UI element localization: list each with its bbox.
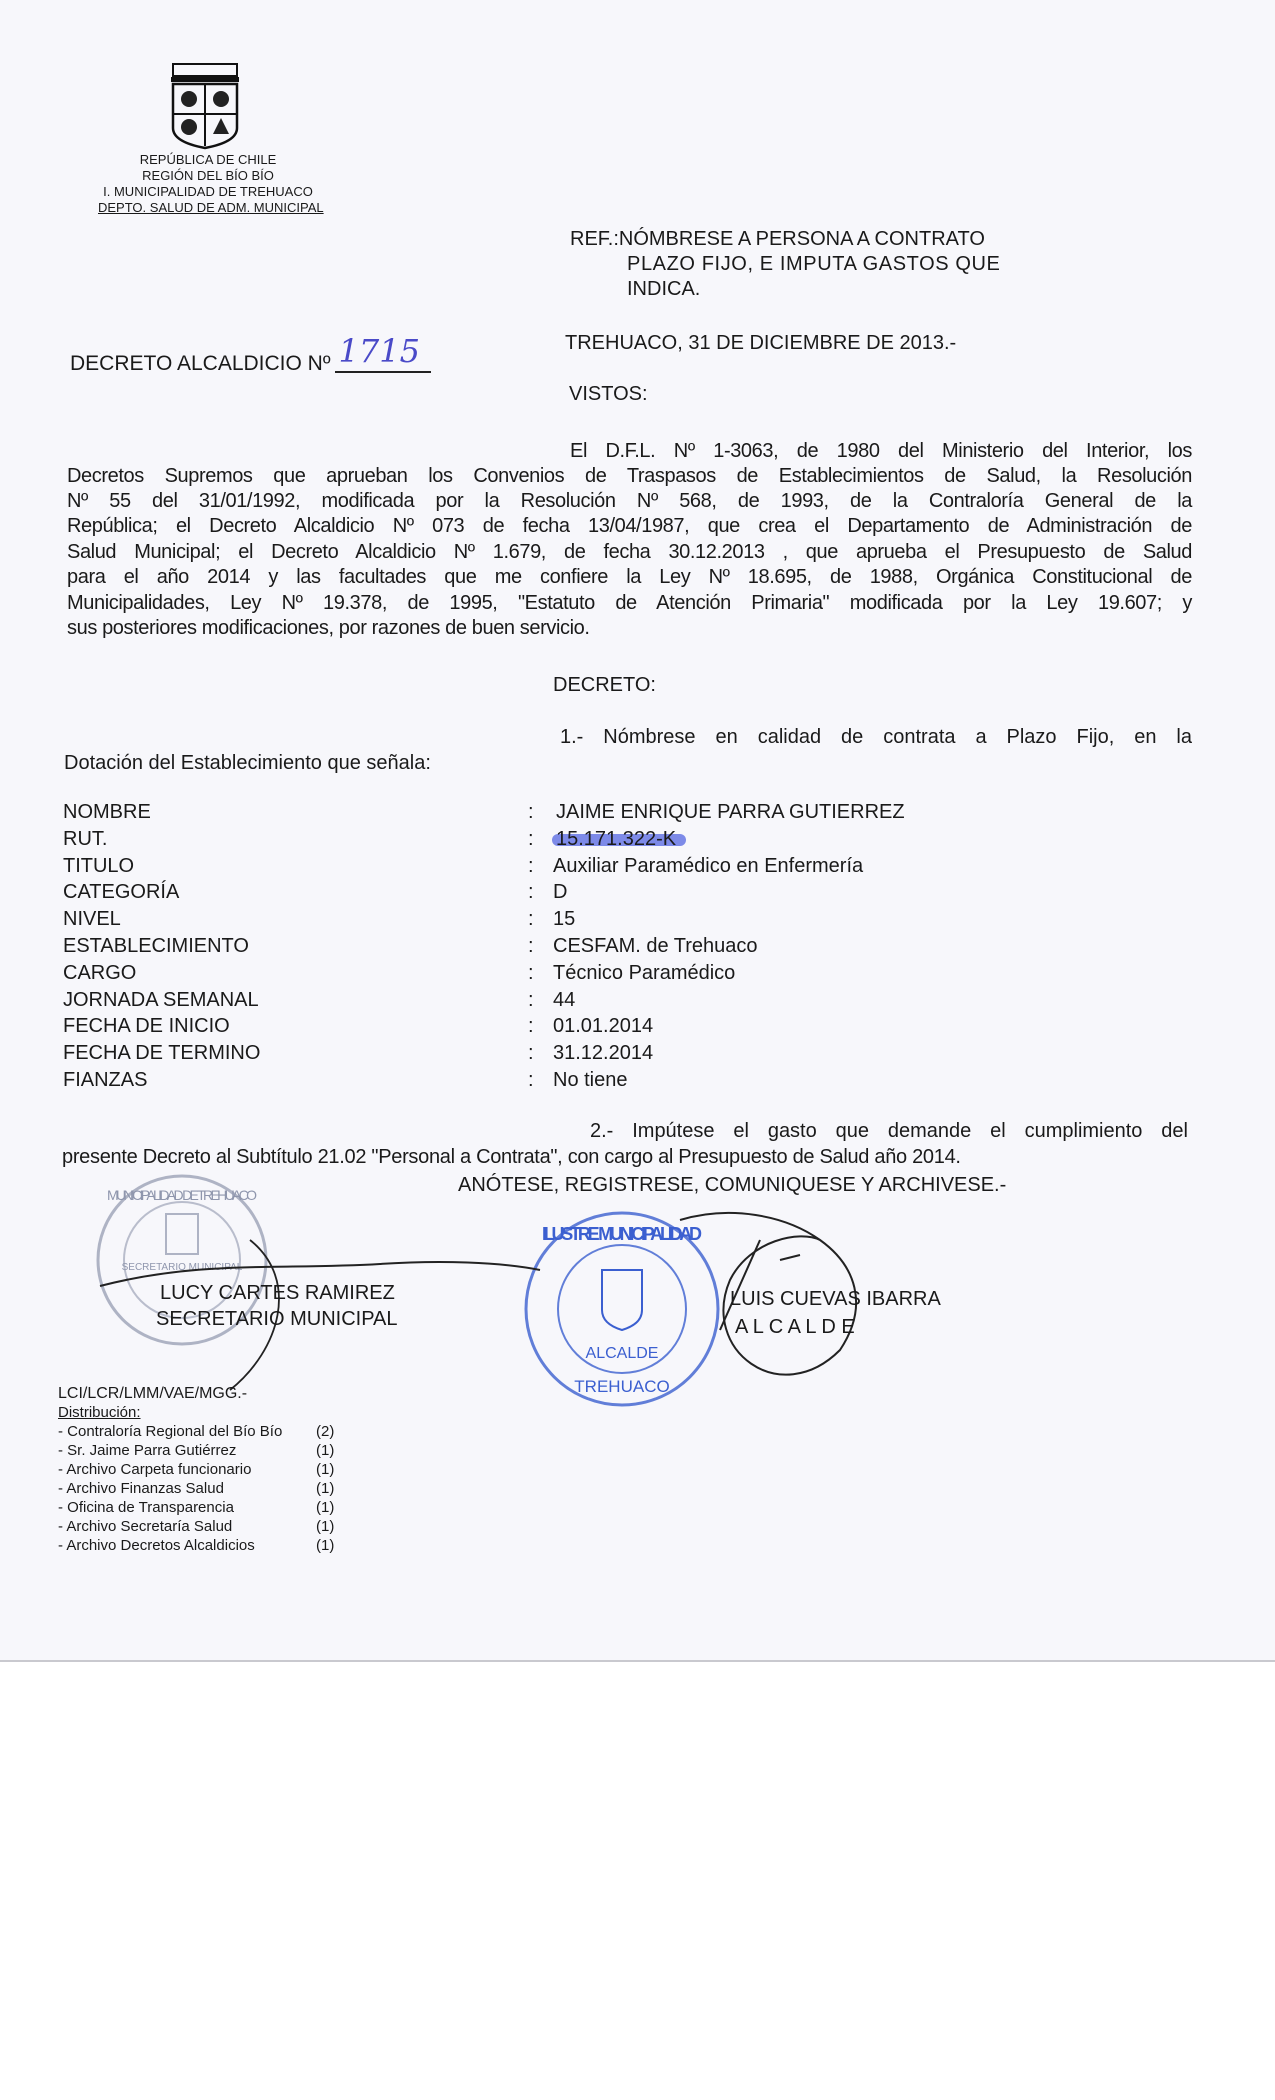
decree-title (70, 332, 431, 376)
paragraph-line: El D.F.L. Nº 1-3063, de 1980 del Ministerio del Interior, los (570, 440, 1192, 462)
distribution-item-name: - Archivo Carpeta funcionario (58, 1461, 252, 1478)
distribution-item (58, 1498, 348, 1517)
field-label: CATEGORÍA (63, 881, 180, 904)
distribution-item (58, 1441, 348, 1460)
secretary-name: LUCY CARTES RAMIREZ (160, 1282, 395, 1304)
field-label: RUT. (63, 827, 108, 850)
distribution-item-count: (1) (316, 1518, 335, 1535)
field-value: 15 (553, 908, 576, 931)
field-row-fecha-inicio (63, 1015, 863, 1042)
header-line: REGIÓN DEL BÍO BÍO (142, 168, 274, 183)
distribution-item-name: - Contraloría Regional del Bío Bío (58, 1423, 283, 1440)
field-label: FECHA DE INICIO (63, 1015, 230, 1038)
field-row-nombre (63, 801, 905, 828)
reference-line: REF.:NÓMBRESE A PERSONA A CONTRATO (570, 228, 985, 250)
closing-formula: ANÓTESE, REGISTRESE, COMUNIQUESE Y ARCHIVESE.- (458, 1174, 1007, 1196)
mayor-name: LUIS CUEVAS IBARRA (730, 1288, 941, 1310)
field-label: FECHA DE TERMINO (63, 1042, 261, 1065)
field-label: TITULO (63, 854, 135, 877)
field-colon: : (528, 988, 534, 1011)
distribution-item-count: (1) (316, 1461, 335, 1478)
distribution-item (58, 1517, 348, 1536)
distribution-item-name: - Archivo Decretos Alcaldicios (58, 1537, 255, 1554)
paragraph-line: Salud Municipal; el Decreto Alcaldicio Nº 1.679, de fecha 30.12.2013 , que aprueba el Presupuesto de Salud (67, 541, 1192, 563)
field-row-jornada (63, 989, 863, 1016)
stamp-inner-text: ALCALDE (585, 1345, 659, 1362)
field-value: CESFAM. de Trehuaco (553, 934, 758, 957)
distribution-item (58, 1422, 348, 1441)
field-colon: : (528, 881, 534, 904)
paragraph-line: Nº 55 del 31/01/1992, modificada por la Resolución Nº 568, de 1993, de la Contraloría General de la (67, 490, 1192, 512)
distribution-item-count: (2) (316, 1423, 335, 1440)
vistos-label: VISTOS: (569, 383, 648, 405)
field-row-fianzas (63, 1069, 863, 1096)
distribution-item (58, 1479, 348, 1498)
paragraph-line: República; el Decreto Alcaldicio Nº 073 de fecha 13/04/1987, que crea el Departamento de Administración de (67, 515, 1192, 537)
stamp-bottom-text: TREHUACO (574, 1377, 670, 1396)
distribution-item-name: - Archivo Finanzas Salud (58, 1480, 224, 1497)
municipal-crest-icon (167, 62, 243, 150)
article-1-line: 1.- Nómbrese en calidad de contrata a Plazo Fijo, en la (560, 726, 1192, 748)
field-row-establecimiento (63, 935, 863, 962)
article-2-line: 2.- Impútese el gasto que demande el cumplimiento del (590, 1120, 1188, 1142)
header-line: REPÚBLICA DE CHILE (139, 152, 277, 167)
paragraph-line: Municipalidades, Ley Nº 19.378, de 1995, "Estatuto de Atención Primaria" modificada por la Ley 19.607; y (67, 592, 1192, 614)
distribution-item (58, 1536, 348, 1555)
field-value: No tiene (553, 1068, 628, 1091)
field-label: NOMBRE (63, 801, 151, 823)
field-value: Técnico Paramédico (553, 961, 736, 984)
header-line: I. MUNICIPALIDAD DE TREHUACO (103, 184, 313, 199)
stamp-text: MUNICIPALIDAD DE TREHUACO (107, 1187, 257, 1203)
field-value: 31.12.2014 (553, 1042, 654, 1065)
secretary-title: SECRETARIO MUNICIPAL (156, 1308, 398, 1330)
field-value: 01.01.2014 (553, 1015, 654, 1038)
field-row-cargo (63, 962, 863, 989)
field-label: ESTABLECIMIENTO (63, 934, 249, 957)
paragraph-line: Decretos Supremos que aprueban los Convenios de Traspasos de Establecimientos de Salud, la Resolución (67, 465, 1192, 487)
place-date: TREHUACO, 31 DE DICIEMBRE DE 2013.- (565, 332, 957, 354)
field-row-nivel (63, 908, 863, 935)
distribution-item-name: - Oficina de Transparencia (58, 1499, 234, 1516)
mayor-title: A L C A L D E (735, 1316, 855, 1338)
distribution-item (58, 1460, 348, 1479)
distribution-item-count: (1) (316, 1537, 335, 1554)
field-row-categoria (63, 881, 863, 908)
field-colon: : (528, 801, 534, 823)
field-colon: : (528, 908, 534, 931)
article-1-line: Dotación del Establecimiento que señala: (64, 752, 431, 774)
reference-line: INDICA. (627, 278, 701, 300)
decreto-label: DECRETO: (553, 674, 656, 696)
header-line: DEPTO. SALUD DE ADM. MUNICIPAL (98, 200, 324, 215)
field-value: Auxiliar Paramédico en Enfermería (553, 854, 864, 877)
decree-title-text: DECRETO ALCALDICIO Nº (70, 352, 331, 375)
field-colon: : (528, 1068, 534, 1091)
field-row-rut (63, 828, 863, 855)
decree-number-handwritten: 1715 (338, 332, 420, 370)
institution-header (98, 152, 324, 216)
paragraph-line: para el año 2014 y las facultades que me confiere la Ley Nº 18.695, de 1988, Orgánica Constitucional de (67, 566, 1192, 588)
field-colon: : (528, 961, 534, 984)
field-colon: : (528, 1015, 534, 1038)
field-label: CARGO (63, 961, 137, 984)
distribution-title: Distribución: (58, 1404, 141, 1421)
distribution-item-name: - Archivo Secretaría Salud (58, 1518, 233, 1535)
stamp-inner-text: SECRETARIO MUNICIPAL (121, 1262, 243, 1273)
rut-value: 15.171.322-K (556, 827, 677, 850)
field-label: NIVEL (63, 908, 121, 931)
paragraph-line: sus posteriores modificaciones, por razones de buen servicio. (67, 617, 590, 639)
distribution-item-count: (1) (316, 1499, 335, 1516)
field-colon: : (528, 1042, 534, 1065)
reference-line: PLAZO FIJO, E IMPUTA GASTOS QUE (627, 253, 1001, 275)
distribution-item-count: (1) (316, 1480, 335, 1497)
distribution-item-count: (1) (316, 1442, 335, 1459)
field-colon: : (528, 827, 534, 850)
article-2-line: presente Decreto al Subtítulo 21.02 "Personal a Contrata", con cargo al Presupuesto de Salud año 2014. (62, 1146, 961, 1168)
field-value: JAIME ENRIQUE PARRA GUTIERREZ (556, 801, 905, 823)
field-row-fecha-termino (63, 1042, 863, 1069)
field-label: FIANZAS (63, 1068, 148, 1091)
field-row-titulo (63, 855, 863, 882)
field-colon: : (528, 934, 534, 957)
distribution-item-name: - Sr. Jaime Parra Gutiérrez (58, 1442, 237, 1459)
initials: LCI/LCR/LMM/VAE/MGG.- (58, 1385, 248, 1402)
distribution-block (58, 1384, 348, 1555)
field-colon: : (528, 854, 534, 877)
stamp-text: ILUSTRE MUNICIPALIDAD (542, 1224, 702, 1244)
field-value-redacted (556, 828, 676, 850)
field-value: D (553, 881, 568, 904)
appointment-fields (63, 801, 905, 1096)
field-value: 44 (553, 988, 576, 1011)
field-label: JORNADA SEMANAL (63, 988, 259, 1011)
